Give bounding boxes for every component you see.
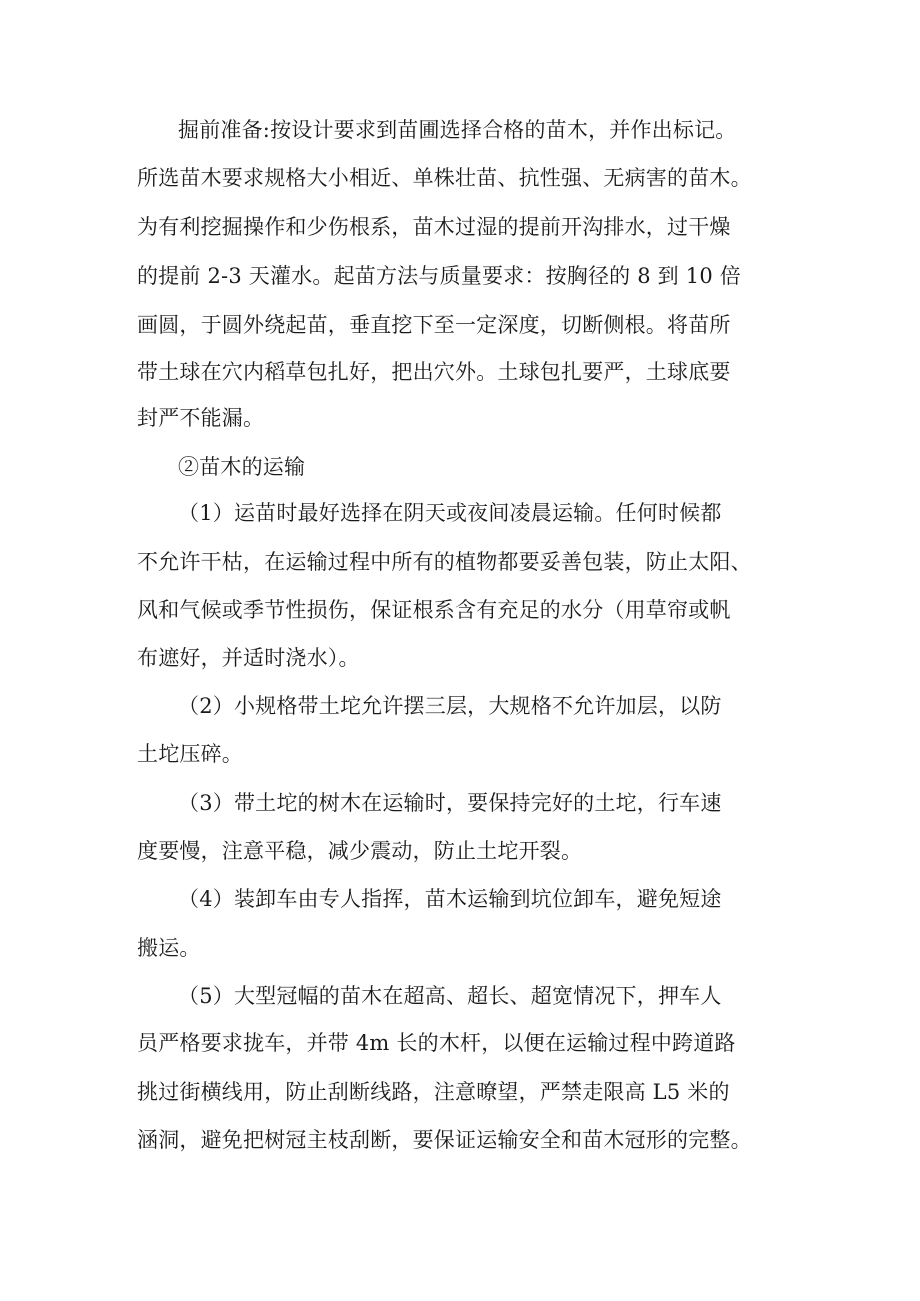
text-line: （3）带土坨的树木在运输时，要保持完好的土坨，行车速 (178, 791, 722, 815)
text-line: 带土球在穴内稻草包扎好，把出穴外。土球包扎要严，土球底要 (137, 360, 731, 384)
section-heading: ②苗木的运输 (178, 455, 306, 479)
text-line: （4）装卸车由专人指挥，苗木运输到坑位卸车，避免短途 (178, 887, 722, 911)
text-line: （1）运苗时最好选择在阴天或夜间凌晨运输。任何时候都 (178, 501, 722, 525)
text-line: 挑过街横线用，防止刮断线路，注意暸望，严禁走限高 L5 米的 (137, 1080, 730, 1104)
text-line: 搬运。 (137, 936, 201, 960)
text-line: 的提前 2-3 天灌水。起苗方法与质量要求：按胸径的 8 到 10 倍 (137, 264, 741, 288)
text-line: 布遮好，并适时浇水）。 (137, 646, 360, 670)
text-line: 为有利挖掘操作和少伤根系，苗木过湿的提前开沟排水，过干燥 (137, 215, 731, 239)
text-line: 员严格要求拢车，并带 4m 长的木杆，以便在运输过程中跨道路 (137, 1031, 736, 1055)
text-line: （2）小规格带土坨允许摆三层，大规格不允许加层，以防 (178, 694, 722, 718)
text-line: 封严不能漏。 (137, 406, 265, 430)
text-line: 所选苗木要求规格大小相近、单株壮苗、抗性强、无病害的苗木。 (137, 166, 752, 190)
text-line: 画圆，于圆外绕起苗，垂直挖下至一定深度，切断侧根。将苗所 (137, 313, 731, 337)
text-line: （5）大型冠幅的苗木在超高、超长、超宽情况下，押车人 (178, 984, 722, 1008)
text-line: 风和气候或季节性损伤，保证根系含有充足的水分（用草帘或帆 (137, 598, 731, 622)
text-line: 掘前准备:按设计要求到苗圃选择合格的苗木，并作出标记。 (178, 118, 737, 142)
text-line: 涵洞，避免把树冠主枝刮断，要保证运输安全和苗木冠形的完整。 (137, 1128, 752, 1152)
text-line: 不允许干枯，在运输过程中所有的植物都要妥善包装，防止太阳、 (137, 550, 752, 574)
text-line: 度要慢，注意平稳，减少震动，防止土坨开裂。 (137, 839, 583, 863)
text-line: 土坨压碎。 (137, 742, 243, 766)
